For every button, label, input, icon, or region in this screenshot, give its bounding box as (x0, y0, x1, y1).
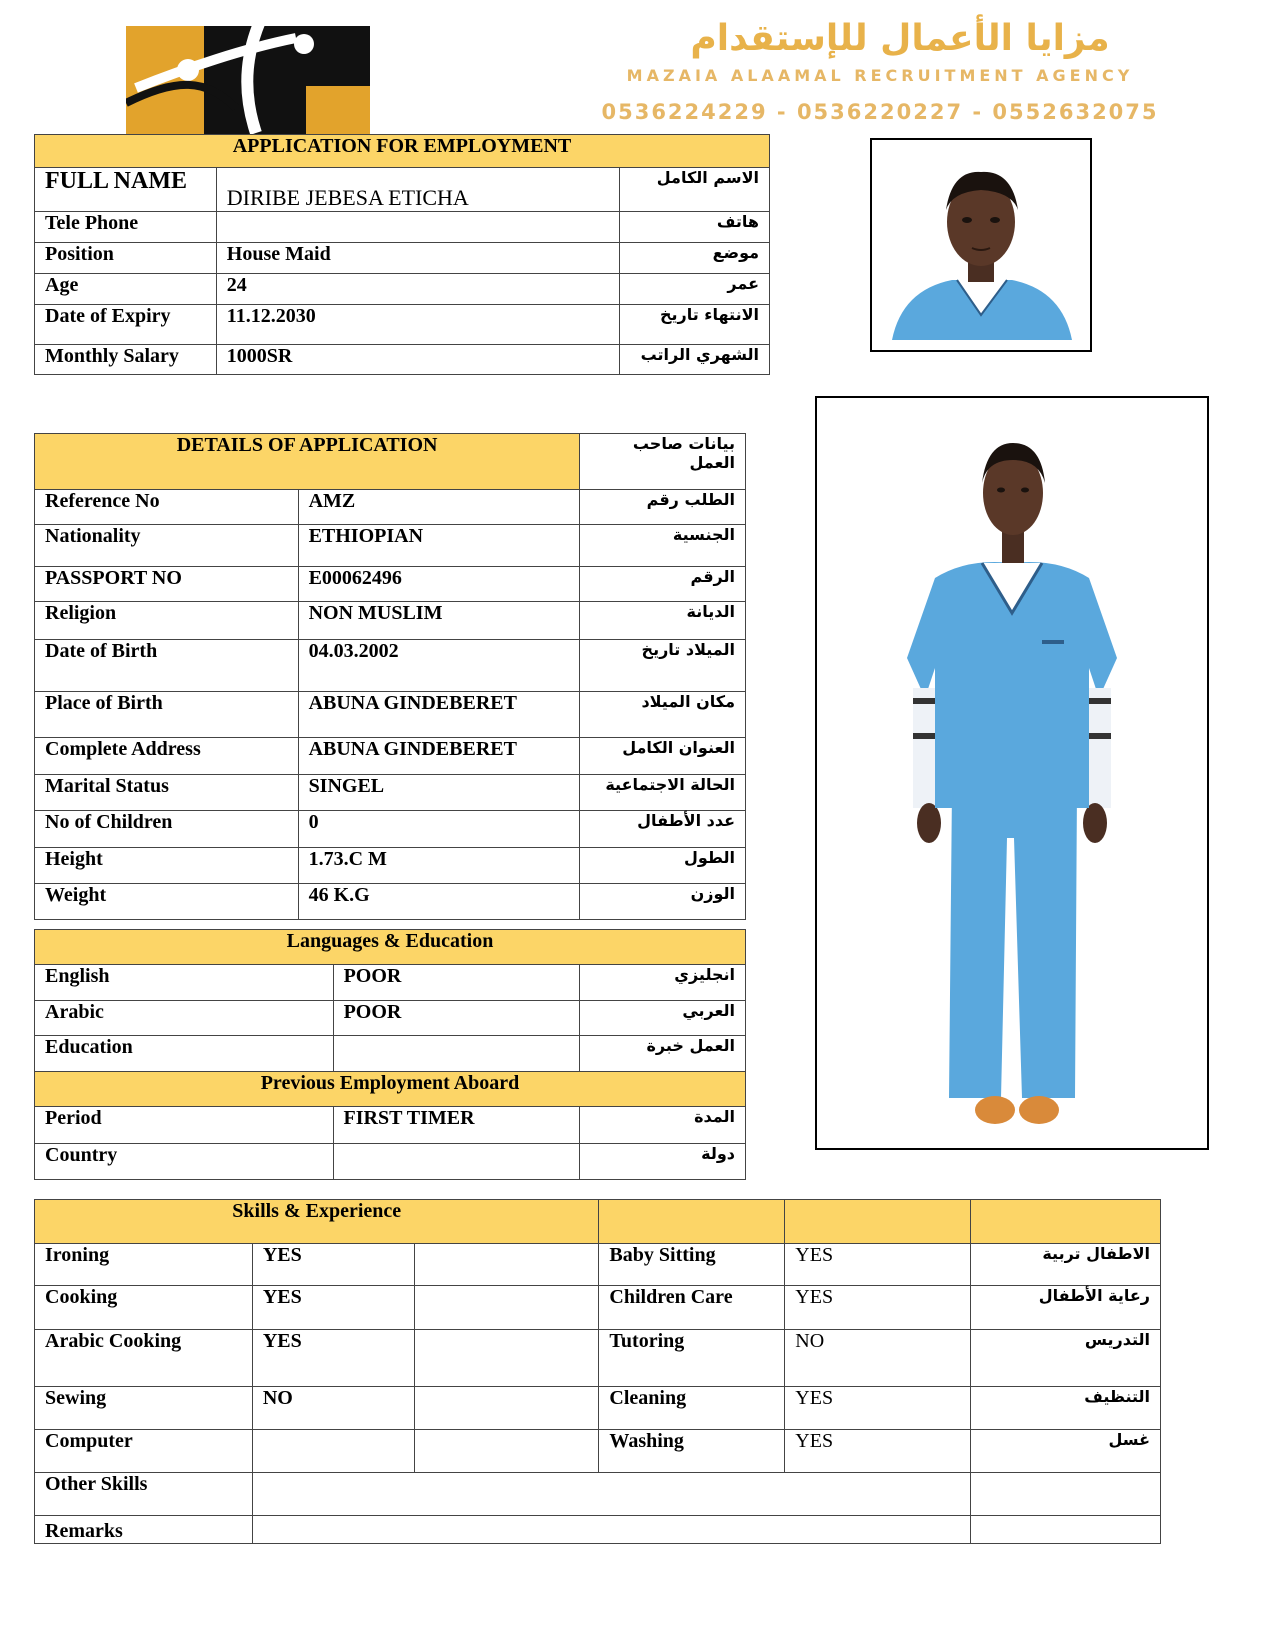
skills-title: Skills & Experience (35, 1200, 599, 1244)
education-ar: العمل خبرة (580, 1036, 746, 1072)
skill-washing-label: Washing (599, 1430, 785, 1473)
passport-label: PASSPORT NO (35, 567, 299, 602)
remarks-value (252, 1516, 970, 1544)
skill-babysitting-value: YES (785, 1244, 971, 1286)
skills-table (34, 1199, 1161, 1544)
skill-computer-blank (414, 1430, 599, 1473)
pob-ar: مكان الميلاد (580, 692, 746, 738)
marital-ar: الحالة الاجتماعية (580, 775, 746, 811)
skill-sewing-label: Sewing (35, 1387, 253, 1430)
skill-tutoring-ar: التدريس (971, 1330, 1161, 1387)
skill-cleaning-label: Cleaning (599, 1387, 785, 1430)
country-label: Country (35, 1144, 334, 1180)
children-ar: عدد الأطفال (580, 811, 746, 848)
other-skills-label: Other Skills (35, 1473, 253, 1516)
full-name-ar: الاسم الكامل (620, 168, 770, 212)
pob-value: ABUNA GINDEBERET (298, 692, 580, 738)
skill-babysitting-ar: الاطفال تربية (971, 1244, 1161, 1286)
skills-header-cell-4 (599, 1200, 785, 1244)
skill-cleaning-ar: التنظيف (971, 1387, 1161, 1430)
nationality-label: Nationality (35, 525, 299, 567)
religion-ar: الديانة (580, 602, 746, 640)
remarks-label: Remarks (35, 1516, 253, 1544)
marital-value: SINGEL (298, 775, 580, 811)
skill-cooking-value: YES (252, 1286, 414, 1330)
religion-label: Religion (35, 602, 299, 640)
remarks-ar (971, 1516, 1161, 1544)
arabic-label: Arabic (35, 1001, 334, 1036)
agency-logo (126, 8, 370, 134)
expiry-ar: الانتهاء تاريخ (620, 305, 770, 345)
weight-label: Weight (35, 884, 299, 920)
reference-label: Reference No (35, 490, 299, 525)
skill-cleaning-value: YES (785, 1387, 971, 1430)
height-ar: الطول (580, 848, 746, 884)
period-ar: المدة (580, 1107, 746, 1144)
skills-header-cell-5 (785, 1200, 971, 1244)
salary-value: 1000SR (216, 345, 619, 375)
dob-ar: الميلاد تاريخ (580, 640, 746, 692)
telephone-value (216, 212, 619, 243)
telephone-ar: هاتف (620, 212, 770, 243)
skill-childcare-value: YES (785, 1286, 971, 1330)
children-label: No of Children (35, 811, 299, 848)
arabic-ar: العربي (580, 1001, 746, 1036)
pob-label: Place of Birth (35, 692, 299, 738)
skill-computer-value (252, 1430, 414, 1473)
age-value: 24 (216, 274, 619, 305)
religion-value: NON MUSLIM (298, 602, 580, 640)
skill-arabic-cooking-value: YES (252, 1330, 414, 1387)
skill-computer-label: Computer (35, 1430, 253, 1473)
details-title-ar: بيانات صاحب العمل (580, 434, 746, 490)
application-title: APPLICATION FOR EMPLOYMENT (35, 135, 770, 168)
skill-washing-ar: غسل (971, 1430, 1161, 1473)
skill-arabic-cooking-blank (414, 1330, 599, 1387)
other-skills-value (252, 1473, 970, 1516)
skill-washing-value: YES (785, 1430, 971, 1473)
languages-table (34, 929, 746, 1072)
salary-label: Monthly Salary (35, 345, 217, 375)
weight-value: 46 K.G (298, 884, 580, 920)
age-label: Age (35, 274, 217, 305)
position-ar: موضع (620, 243, 770, 274)
reference-value: AMZ (298, 490, 580, 525)
skill-cooking-label: Cooking (35, 1286, 253, 1330)
telephone-label: Tele Phone (35, 212, 217, 243)
address-ar: العنوان الكامل (580, 738, 746, 775)
country-ar: دولة (580, 1144, 746, 1180)
education-label: Education (35, 1036, 334, 1072)
english-label: English (35, 965, 334, 1001)
full-name-value: DIRIBE JEBESA ETICHA (216, 168, 619, 212)
dob-value: 04.03.2002 (298, 640, 580, 692)
details-table (34, 433, 746, 920)
agency-name-arabic: مزايا الأعمال للإستقدام (690, 18, 1110, 59)
skills-header-cell-6 (971, 1200, 1161, 1244)
nationality-ar: الجنسية (580, 525, 746, 567)
other-skills-ar (971, 1473, 1161, 1516)
skill-tutoring-value: NO (785, 1330, 971, 1387)
previous-employment-table (34, 1071, 746, 1180)
skill-cooking-blank (414, 1286, 599, 1330)
skill-childcare-ar: رعاية الأطفال (971, 1286, 1161, 1330)
english-value: POOR (333, 965, 580, 1001)
skill-ironing-label: Ironing (35, 1244, 253, 1286)
period-value: FIRST TIMER (333, 1107, 580, 1144)
skill-sewing-value: NO (252, 1387, 414, 1430)
passport-ar: الرقم (580, 567, 746, 602)
expiry-value: 11.12.2030 (216, 305, 619, 345)
position-value: House Maid (216, 243, 619, 274)
previous-title: Previous Employment Aboard (35, 1072, 746, 1107)
full-name-label: FULL NAME (35, 168, 217, 212)
reference-ar: الطلب رقم (580, 490, 746, 525)
position-label: Position (35, 243, 217, 274)
expiry-label: Date of Expiry (35, 305, 217, 345)
skill-tutoring-label: Tutoring (599, 1330, 785, 1387)
arabic-value: POOR (333, 1001, 580, 1036)
education-value (333, 1036, 580, 1072)
weight-ar: الوزن (580, 884, 746, 920)
age-ar: عمر (620, 274, 770, 305)
application-table (34, 134, 770, 375)
salary-ar: الشهري الراتب (620, 345, 770, 375)
skill-arabic-cooking-label: Arabic Cooking (35, 1330, 253, 1387)
period-label: Period (35, 1107, 334, 1144)
agency-name-english: MAZAIA ALAAMAL RECRUITMENT AGENCY (626, 66, 1134, 85)
dob-label: Date of Birth (35, 640, 299, 692)
skill-babysitting-label: Baby Sitting (599, 1244, 785, 1286)
skill-ironing-value: YES (252, 1244, 414, 1286)
children-value: 0 (298, 811, 580, 848)
nationality-value: ETHIOPIAN (298, 525, 580, 567)
full-body-photo (815, 396, 1209, 1150)
height-value: 1.73.C M (298, 848, 580, 884)
details-title: DETAILS OF APPLICATION (35, 434, 580, 490)
skill-childcare-label: Children Care (599, 1286, 785, 1330)
height-label: Height (35, 848, 299, 884)
skill-sewing-blank (414, 1387, 599, 1430)
english-ar: انجليزي (580, 965, 746, 1001)
agency-phones: 0536224229 - 0536220227 - 0552632075 (601, 100, 1159, 124)
address-value: ABUNA GINDEBERET (298, 738, 580, 775)
country-value (333, 1144, 580, 1180)
languages-title: Languages & Education (35, 930, 746, 965)
skill-ironing-blank (414, 1244, 599, 1286)
passport-value: E00062496 (298, 567, 580, 602)
address-label: Complete Address (35, 738, 299, 775)
marital-label: Marital Status (35, 775, 299, 811)
headshot-photo (870, 138, 1092, 352)
